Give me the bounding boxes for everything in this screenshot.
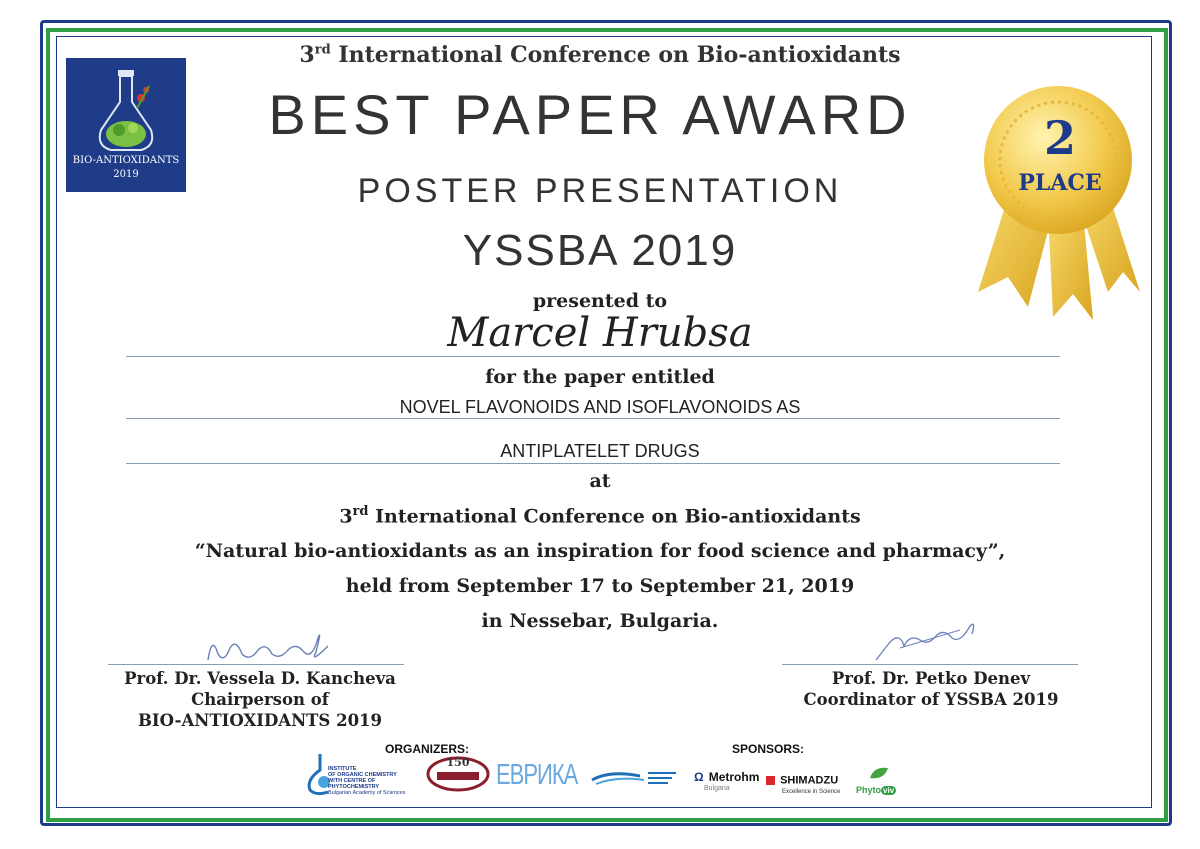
logo-title: BIO-ANTIOXIDANTS <box>72 155 180 166</box>
conference-name: International Conference on Bio-antioxidants <box>338 42 901 68</box>
fund-logo <box>590 768 680 788</box>
place-badge <box>968 82 1148 322</box>
logo-year: 2019 <box>113 169 139 180</box>
metrohm-name: Metrohm <box>708 770 760 784</box>
sponsors-label: SPONSORS: <box>732 742 805 756</box>
institute-logo <box>300 752 420 796</box>
conference-location: in Nessebar, Bulgaria. <box>481 610 719 632</box>
institute-line-1: INSTITUTE <box>328 766 357 772</box>
evrika-logo: ЕВРИКА <box>496 758 578 791</box>
organizers-label: ORGANIZERS: <box>385 742 469 756</box>
right-signatory-role: Coordinator of YSSBA 2019 <box>803 690 1059 709</box>
badge-number: 2 <box>1043 111 1077 165</box>
right-signature-line <box>782 664 1078 665</box>
at-label: at <box>589 470 611 492</box>
left-signatory-role: Chairperson of <box>191 690 329 709</box>
event-name: YSSBA 2019 <box>462 226 738 275</box>
conference-dates: held from September 17 to September 21, 2019 <box>345 575 855 597</box>
phytoviv-name: Phyto <box>856 785 882 795</box>
award-category: POSTER PRESENTATION <box>357 172 843 210</box>
omega-icon: Ω <box>694 770 704 784</box>
flask-icon <box>91 68 161 158</box>
paper-title-line1: NOVEL FLAVONOIDS AND ISOFLAVONOIDS AS <box>399 397 801 417</box>
award-title: BEST PAPER AWARD <box>268 83 912 146</box>
conference-logo <box>66 58 186 192</box>
metrohm-logo <box>694 766 764 792</box>
phytoviv-suffix: viv <box>883 786 895 795</box>
shimadzu-logo <box>766 770 856 794</box>
left-signatory-role-2: BIO-ANTIOXIDANTS 2019 <box>137 711 383 730</box>
metrohm-subtitle: Bulgaria <box>704 785 730 792</box>
ordinal-number: 3 <box>299 42 315 68</box>
recipient-name: Marcel Hrubsa <box>447 310 753 356</box>
paper-title-line2: ANTIPLATELET DRUGS <box>500 441 700 461</box>
conference-header <box>0 42 1200 68</box>
recipient-underline <box>126 356 1060 357</box>
shimadzu-subtitle: Excellence in Science <box>782 789 841 795</box>
institute-line-3: WITH CENTRE OF PHYTOCHEMISTRY <box>328 778 380 790</box>
paper-underline-1 <box>126 418 1060 419</box>
presented-to-label: presented to <box>532 290 668 312</box>
for-paper-label: for the paper entitled <box>485 366 715 388</box>
shimadzu-icon <box>766 776 775 785</box>
conference-ordinal: 3 <box>339 505 353 528</box>
right-signatory-name: Prof. Dr. Petko Denev <box>831 669 1031 688</box>
shimadzu-name: SHIMADZU <box>780 774 839 787</box>
rosette-ribbon-icon <box>968 82 1148 322</box>
conference-full-name: International Conference on Bio-antioxidants <box>375 505 861 528</box>
institute-line-4: Bulgarian Academy of Sciences <box>328 790 406 796</box>
left-signature-line <box>108 664 404 665</box>
badge-label: PLACE <box>1018 170 1102 196</box>
right-signatory <box>776 668 1086 710</box>
left-signatory-name: Prof. Dr. Vessela D. Kancheva <box>124 669 396 688</box>
right-signature <box>870 616 990 666</box>
conference-line <box>0 504 1200 527</box>
institute-line-2: OF ORGANIC CHEMISTRY <box>328 772 397 778</box>
phytoviv-logo <box>856 766 912 795</box>
left-signatory <box>100 668 420 731</box>
paper-underline-2 <box>126 463 1060 464</box>
left-signature <box>200 624 350 668</box>
conference-theme: “Natural bio-antioxidants as an inspiration for food science and pharmacy”, <box>194 540 1006 562</box>
conference-ordinal-suffix: rd <box>352 504 369 519</box>
anniversary-number: 150 <box>446 756 470 769</box>
ordinal-suffix: rd <box>314 42 331 58</box>
anniversary-logo <box>425 752 491 792</box>
